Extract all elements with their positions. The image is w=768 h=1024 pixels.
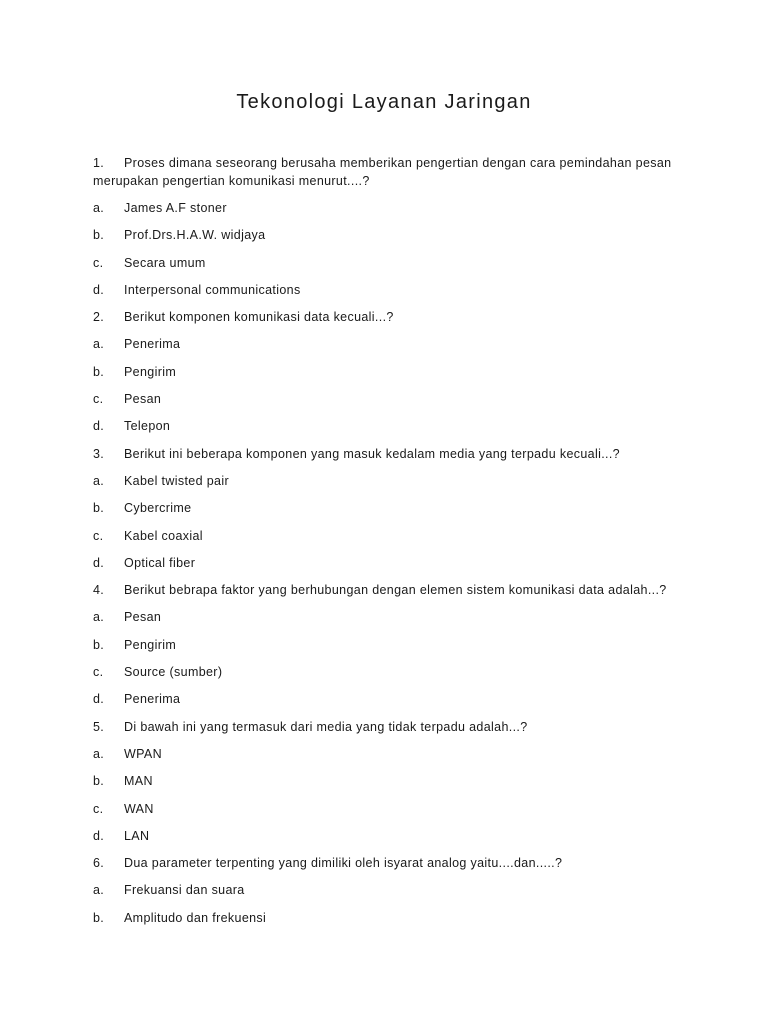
option-text: Penerima (124, 337, 181, 352)
option-b (93, 226, 683, 244)
option-label: c. (93, 392, 104, 407)
option-label: b. (93, 228, 105, 243)
option-text: Kabel coaxial (124, 528, 203, 543)
option-label: b. (93, 364, 105, 379)
question-text: Dua parameter terpenting yang dimiliki oleh isyarat analog yaitu....dan.....? (124, 856, 563, 871)
question-2 (93, 308, 683, 326)
question-text-line2: merupakan pengertian komunikasi menurut....? (93, 174, 370, 188)
option-text: LAN (124, 828, 150, 843)
option-d (93, 827, 683, 845)
option-a (93, 472, 683, 490)
option-label: d. (93, 692, 105, 707)
question-6 (93, 854, 683, 872)
option-label: d. (93, 282, 105, 297)
option-a (93, 199, 683, 217)
option-c (93, 663, 683, 681)
question-1 (93, 154, 683, 190)
option-text: Pengirim (124, 364, 177, 379)
option-a (93, 745, 683, 763)
question-text: Berikut komponen komunikasi data kecuali...? (124, 310, 394, 325)
question-text: Berikut bebrapa faktor yang berhubungan dengan elemen sistem komunikasi data adalah...? (124, 583, 667, 598)
option-label: b. (93, 501, 105, 516)
option-text: Amplitudo dan frekuensi (124, 910, 267, 925)
option-d (93, 417, 683, 435)
option-text: Interpersonal communications (124, 282, 301, 297)
option-b (93, 363, 683, 381)
option-label: d. (93, 419, 105, 434)
question-number: 6. (93, 856, 105, 871)
option-d (93, 554, 683, 572)
option-text: Optical fiber (124, 555, 196, 570)
question-text: Di bawah ini yang termasuk dari media yang tidak terpadu adalah...? (124, 719, 528, 734)
option-text: WPAN (124, 746, 162, 761)
option-a (93, 335, 683, 353)
option-text: Pesan (124, 392, 162, 407)
option-c (93, 254, 683, 272)
option-text: Cybercrime (124, 501, 192, 516)
option-text: Prof.Drs.H.A.W. widjaya (124, 228, 266, 243)
option-label: a. (93, 473, 105, 488)
option-label: a. (93, 883, 105, 898)
option-label: c. (93, 255, 104, 270)
option-text: Secara umum (124, 255, 206, 270)
option-label: c. (93, 801, 104, 816)
option-label: b. (93, 910, 105, 925)
question-number: 1. (93, 156, 105, 170)
option-label: c. (93, 528, 104, 543)
question-number: 2. (93, 310, 105, 325)
question-list (93, 154, 683, 936)
option-text: Frekuansi dan suara (124, 883, 245, 898)
question-number: 5. (93, 719, 105, 734)
option-label: a. (93, 337, 105, 352)
option-label: d. (93, 828, 105, 843)
option-text: Pesan (124, 610, 162, 625)
option-c (93, 800, 683, 818)
option-a (93, 608, 683, 626)
option-label: a. (93, 201, 105, 215)
question-5 (93, 718, 683, 736)
option-text: Pengirim (124, 637, 177, 652)
question-4 (93, 581, 683, 599)
question-number: 4. (93, 583, 105, 598)
option-c (93, 527, 683, 545)
option-d (93, 690, 683, 708)
option-text: Penerima (124, 692, 181, 707)
option-label: a. (93, 746, 105, 761)
option-d (93, 281, 683, 299)
option-label: b. (93, 637, 105, 652)
option-b (93, 499, 683, 517)
option-text: James A.F stoner (124, 201, 227, 215)
question-text-line1: Proses dimana seseorang berusaha memberikan pengertian dengan cara pemindahan pesan (124, 156, 672, 170)
option-label: d. (93, 555, 105, 570)
option-c (93, 390, 683, 408)
option-label: c. (93, 665, 104, 680)
option-text: Telepon (124, 419, 171, 434)
option-a (93, 881, 683, 899)
option-text: Kabel twisted pair (124, 473, 229, 488)
option-label: a. (93, 610, 105, 625)
option-text: MAN (124, 774, 153, 789)
question-number: 3. (93, 446, 105, 461)
question-text: Berikut ini beberapa komponen yang masuk kedalam media yang terpadu kecuali...? (124, 446, 620, 461)
question-3 (93, 445, 683, 463)
page-title: Tekonologi Layanan Jaringan (236, 91, 532, 113)
option-b (93, 772, 683, 790)
option-b (93, 636, 683, 654)
option-label: b. (93, 774, 105, 789)
option-b (93, 909, 683, 927)
option-text: WAN (124, 801, 154, 816)
option-text: Source (sumber) (124, 665, 223, 680)
